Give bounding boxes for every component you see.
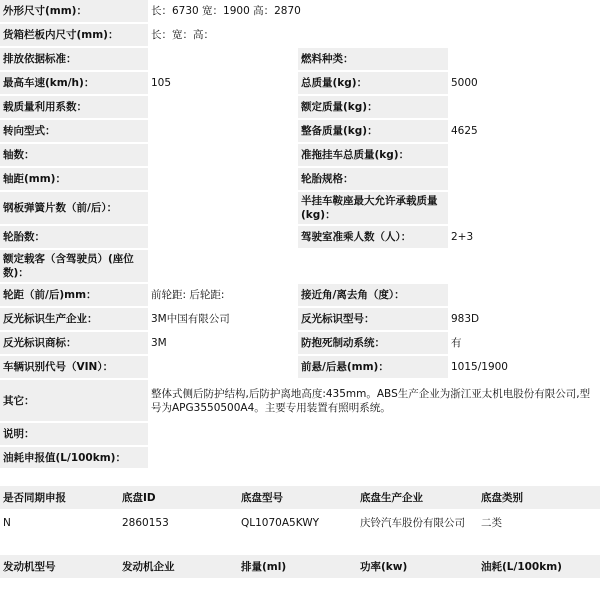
steering-value <box>148 119 298 143</box>
engine-cell <box>119 579 238 604</box>
chassis-header-cell: 底盘型号 <box>238 486 357 510</box>
spec-row <box>0 143 600 167</box>
rated-load-label: 额定质量(kg)： <box>298 95 448 119</box>
springs-value <box>148 191 298 225</box>
abs-value: 有 <box>448 331 600 355</box>
spec-row <box>0 191 600 225</box>
engine-header-row <box>0 555 600 579</box>
chassis-header-cell: 底盘生产企业 <box>357 486 478 510</box>
spec-row <box>0 47 600 71</box>
fuel-value <box>448 47 600 71</box>
spec-row <box>0 283 600 307</box>
max-speed-label: 最高车速(km/h)： <box>0 71 148 95</box>
track-value: 前轮距: 后轮距: <box>148 283 298 307</box>
wheelbase-label: 轴距(mm)： <box>0 167 148 191</box>
reflector-model-value: 983D <box>448 307 600 331</box>
steering-label: 转向型式： <box>0 119 148 143</box>
wheelbase-value <box>148 167 298 191</box>
chassis-cell: 2860153 <box>119 510 238 535</box>
chassis-cell: QL1070A5KWY <box>238 510 357 535</box>
axles-label: 轴数： <box>0 143 148 167</box>
vin-label: 车辆识别代号（VIN）： <box>0 355 148 379</box>
notes-label: 说明： <box>0 422 148 446</box>
spec-row <box>0 355 600 379</box>
fuel-report-value <box>148 446 600 469</box>
axles-value <box>148 143 298 167</box>
spec-row <box>0 422 600 446</box>
chassis-table <box>0 486 600 536</box>
trailer-mass-label: 准拖挂车总质量(kg)： <box>298 143 448 167</box>
reflector-mfr-value: 3M中国有限公司 <box>148 307 298 331</box>
fuel-label: 燃料种类： <box>298 47 448 71</box>
spec-row <box>0 331 600 355</box>
table-row <box>0 510 600 535</box>
spec-row <box>0 249 600 283</box>
abs-label: 防抱死制动系统： <box>298 331 448 355</box>
springs-label: 钢板弹簧片数（前/后）： <box>0 191 148 225</box>
reflector-brand-value: 3M <box>148 331 298 355</box>
engine-header-cell: 发动机型号 <box>0 555 119 579</box>
chassis-header-cell: 底盘类别 <box>478 486 600 510</box>
total-mass-value: 5000 <box>448 71 600 95</box>
spec-row <box>0 225 600 249</box>
engine-cell <box>357 579 478 604</box>
chassis-header-row <box>0 486 600 510</box>
engine-header-cell: 发动机企业 <box>119 555 238 579</box>
spec-row <box>0 95 600 119</box>
tire-count-value <box>148 225 298 249</box>
approach-label: 接近角/离去角（度）： <box>298 283 448 307</box>
engine-header-cell: 油耗(L/100km) <box>478 555 600 579</box>
passengers-value <box>148 249 600 283</box>
other-value: 整体式侧后防护结构,后防护离地高度:435mm。ABS生产企业为浙江亚太机电股份有限公司,型号为APG3550500A4。主要专用装置有照明系统。 <box>148 379 600 422</box>
emission-label: 排放依据标准： <box>0 47 148 71</box>
cargo-box-label: 货箱栏板内尺寸(mm)： <box>0 23 148 47</box>
spec-row <box>0 119 600 143</box>
track-label: 轮距（前/后)mm： <box>0 283 148 307</box>
tire-count-label: 轮胎数： <box>0 225 148 249</box>
engine-cell <box>238 579 357 604</box>
reflector-mfr-label: 反光标识生产企业： <box>0 307 148 331</box>
curb-mass-value: 4625 <box>448 119 600 143</box>
section-spacer <box>0 536 600 555</box>
saddle-value <box>448 191 600 225</box>
engine-header-cell: 排量(ml) <box>238 555 357 579</box>
passengers-label: 额定载客（含驾驶员）(座位数)： <box>0 249 148 283</box>
fuel-report-label: 油耗申报值(L/100km)： <box>0 446 148 469</box>
approach-value <box>448 283 600 307</box>
spec-row <box>0 307 600 331</box>
spec-row <box>0 0 600 23</box>
cab-seats-label: 驾驶室准乘人数（人）： <box>298 225 448 249</box>
spec-row <box>0 379 600 422</box>
chassis-header-cell: 底盘ID <box>119 486 238 510</box>
spec-row <box>0 23 600 47</box>
cab-seats-value: 2+3 <box>448 225 600 249</box>
total-mass-label: 总质量(kg)： <box>298 71 448 95</box>
load-util-value <box>148 95 298 119</box>
chassis-cell: N <box>0 510 119 535</box>
max-speed-value: 105 <box>148 71 298 95</box>
overhang-label: 前悬/后悬(mm)： <box>298 355 448 379</box>
dimensions-value: 长：6730 宽：1900 高：2870 <box>148 0 600 23</box>
tire-label: 轮胎规格： <box>298 167 448 191</box>
spec-row <box>0 446 600 469</box>
chassis-cell: 庆铃汽车股份有限公司 <box>357 510 478 535</box>
rated-load-value <box>448 95 600 119</box>
cargo-box-value: 长：宽：高： <box>148 23 600 47</box>
chassis-header-cell: 是否同期申报 <box>0 486 119 510</box>
vin-value <box>148 355 298 379</box>
saddle-label: 半挂车鞍座最大允许承载质量(kg)： <box>298 191 448 225</box>
emission-value <box>148 47 298 71</box>
reflector-brand-label: 反光标识商标： <box>0 331 148 355</box>
tire-value <box>448 167 600 191</box>
engine-table <box>0 555 600 605</box>
trailer-mass-value <box>448 143 600 167</box>
engine-header-cell: 功率(kw) <box>357 555 478 579</box>
curb-mass-label: 整备质量(kg)： <box>298 119 448 143</box>
table-row <box>0 579 600 604</box>
engine-cell <box>478 579 600 604</box>
engine-cell <box>0 579 119 604</box>
notes-value <box>148 422 600 446</box>
spec-row <box>0 71 600 95</box>
chassis-cell: 二类 <box>478 510 600 535</box>
dimensions-label: 外形尺寸(mm)： <box>0 0 148 23</box>
section-spacer <box>0 470 600 486</box>
load-util-label: 载质量利用系数： <box>0 95 148 119</box>
other-label: 其它： <box>0 379 148 422</box>
reflector-model-label: 反光标识型号： <box>298 307 448 331</box>
overhang-value: 1015/1900 <box>448 355 600 379</box>
spec-row <box>0 167 600 191</box>
